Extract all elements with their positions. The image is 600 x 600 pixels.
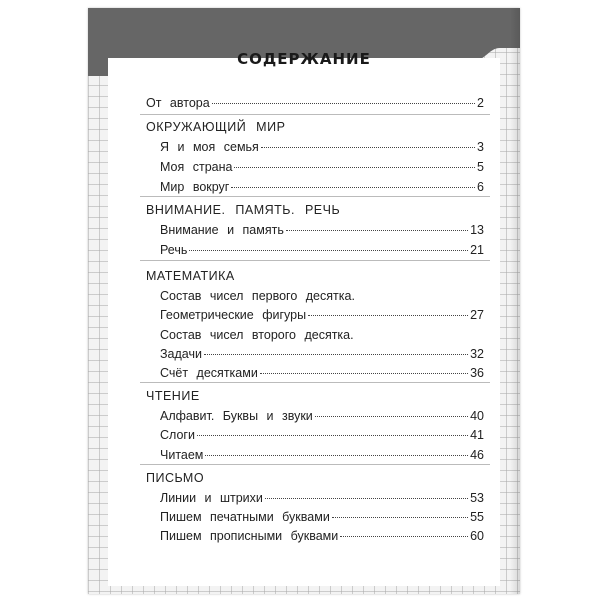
content-panel: [108, 58, 500, 586]
divider: [140, 464, 490, 465]
toc-entry-label: Пишем прописными буквами: [160, 529, 339, 543]
section-heading-world: ОКРУЖАЮЩИЙ МИР: [146, 120, 286, 134]
toc-entry: [146, 510, 484, 524]
toc-entry-label: Слоги: [160, 428, 195, 442]
divider: [140, 382, 490, 383]
toc-entry: [146, 289, 355, 303]
dot-leader: [315, 416, 468, 417]
toc-entry: [146, 428, 484, 442]
toc-entry-label: Состав чисел второго десятка.: [160, 328, 354, 342]
dot-leader: [234, 167, 475, 168]
toc-entry-label: От автора: [146, 96, 210, 110]
toc-entry: [146, 491, 484, 505]
toc-entry: [146, 347, 484, 361]
toc-entry-page: 40: [470, 409, 484, 423]
toc-entry-page: 46: [470, 448, 484, 462]
toc-entry-label: Моя страна: [160, 160, 233, 174]
section-heading-attention: ВНИМАНИЕ. ПАМЯТЬ. РЕЧЬ: [146, 203, 341, 217]
dot-leader: [332, 517, 468, 518]
toc-entry: [146, 223, 484, 237]
book-page: [88, 8, 520, 594]
dot-leader: [204, 354, 468, 355]
toc-entry-page: 6: [477, 180, 484, 194]
toc-entry: [146, 180, 484, 194]
toc-entry-label: Счёт десятками: [160, 366, 258, 380]
dot-leader: [286, 230, 468, 231]
toc-entry-page: 21: [470, 243, 484, 257]
toc-entry: [146, 140, 484, 154]
dot-leader: [308, 315, 468, 316]
toc-entry-page: 41: [470, 428, 484, 442]
toc-entry-label: Пишем печатными буквами: [160, 510, 330, 524]
divider: [140, 114, 490, 115]
toc-entry-label: Состав чисел первого десятка.: [160, 289, 355, 303]
page-title: СОДЕРЖАНИЕ: [237, 50, 371, 68]
toc-entry-label: Линии и штрихи: [160, 491, 263, 505]
toc-entry-label: Читаем: [160, 448, 204, 462]
dot-leader: [197, 435, 468, 436]
toc-entry: [146, 409, 484, 423]
toc-entry-label: Геометрические фигуры: [160, 308, 307, 322]
toc-entry-page: 53: [470, 491, 484, 505]
section-heading-writing: ПИСЬМО: [146, 471, 205, 485]
dot-leader: [231, 187, 475, 188]
toc-entry: [146, 448, 484, 462]
divider: [140, 260, 490, 261]
toc-entry-label: Речь: [160, 243, 188, 257]
divider: [140, 196, 490, 197]
toc-entry: [146, 308, 484, 322]
toc-entry: [146, 160, 484, 174]
dot-leader: [260, 373, 468, 374]
toc-entry-page: 32: [470, 347, 484, 361]
toc-entry-label: Задачи: [160, 347, 202, 361]
toc-entry-label: Мир вокруг: [160, 180, 230, 194]
toc-entry: [146, 529, 484, 543]
dot-leader: [265, 498, 468, 499]
toc-entry-page: 27: [470, 308, 484, 322]
toc-entry-label: Алфавит. Буквы и звуки: [160, 409, 313, 423]
toc-entry-page: 13: [470, 223, 484, 237]
dot-leader: [212, 103, 475, 104]
dot-leader: [189, 250, 468, 251]
section-heading-reading: ЧТЕНИЕ: [146, 389, 200, 403]
dot-leader: [205, 455, 468, 456]
toc-entry-author: [146, 96, 484, 110]
toc-entry-page: 2: [477, 96, 484, 110]
toc-entry-page: 36: [470, 366, 484, 380]
dot-leader: [340, 536, 468, 537]
toc-entry-page: 3: [477, 140, 484, 154]
toc-entry-page: 55: [470, 510, 484, 524]
toc-entry-page: 5: [477, 160, 484, 174]
section-heading-math: МАТЕМАТИКА: [146, 269, 235, 283]
dot-leader: [261, 147, 475, 148]
toc-entry-page: 60: [470, 529, 484, 543]
toc-entry-label: Я и моя семья: [160, 140, 259, 154]
toc-entry-label: Внимание и память: [160, 223, 284, 237]
toc-entry: [146, 366, 484, 380]
toc-entry: [146, 243, 484, 257]
toc-entry: [146, 328, 354, 342]
